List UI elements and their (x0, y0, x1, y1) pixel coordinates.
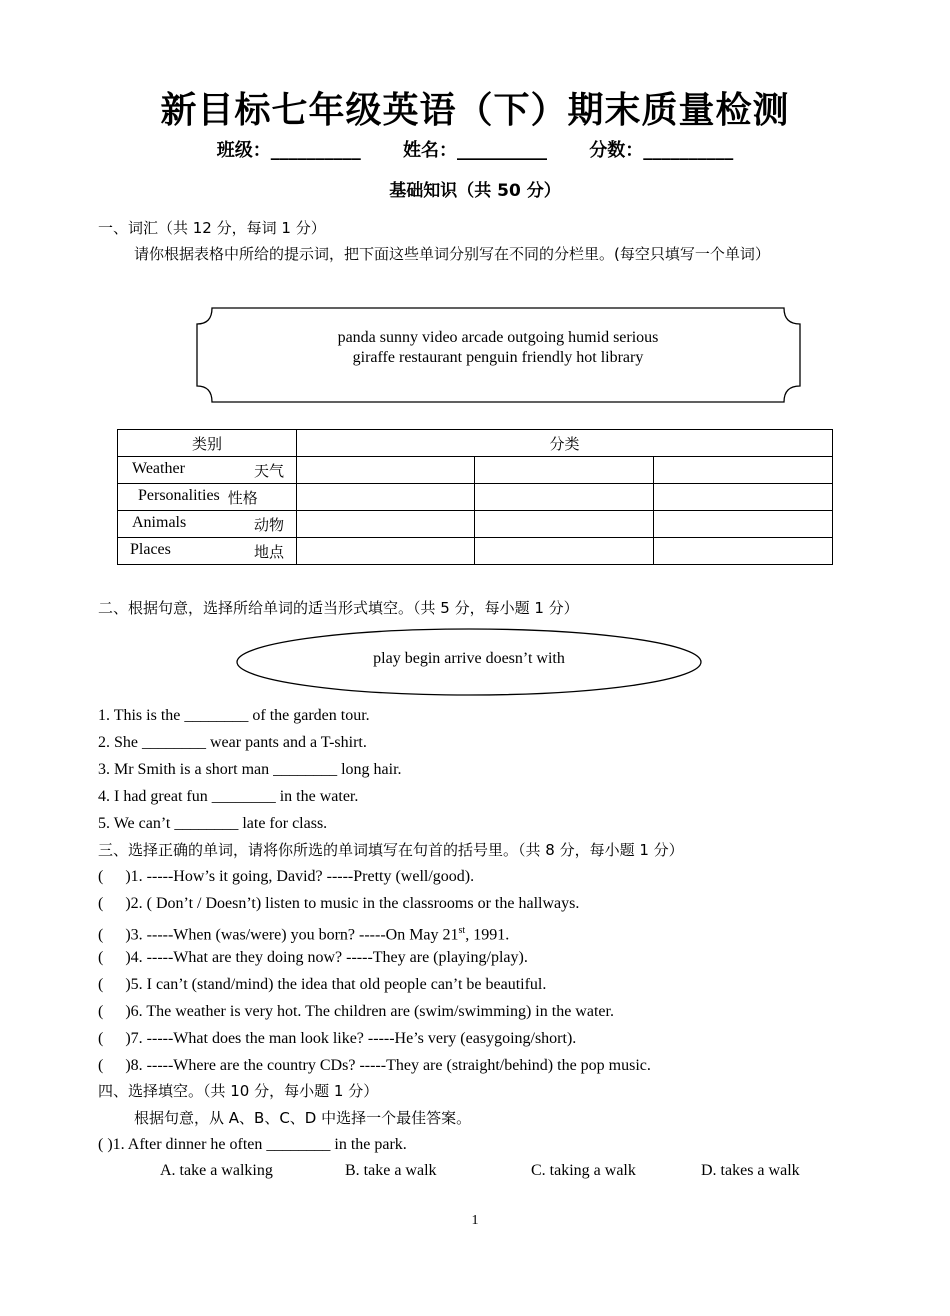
row-label-cn: 天气 (253, 461, 284, 480)
name-blank: __________ (457, 140, 547, 161)
table-row (118, 484, 833, 511)
answer-cell[interactable] (475, 511, 653, 538)
answer-cell[interactable] (653, 484, 832, 511)
row-label-cn: 动物 (253, 515, 284, 534)
score-label: 分数： (589, 140, 644, 161)
category-table (117, 429, 833, 565)
part3-item-6: ( )6. The weather is very hot. The children are (swim/swimming) in the water. (98, 1003, 614, 1020)
part3-item-1: ( )1. -----How’s it going, David? -----Pretty (well/good). (98, 868, 475, 885)
header-classify: 分类 (297, 430, 833, 457)
score-blank: __________ (643, 140, 734, 161)
answer-cell[interactable] (297, 484, 475, 511)
part3-item-3: ( )3. -----When (was/were) you born? -----On May 21st, 1991. (98, 925, 510, 944)
option-d: D. takes a walk (701, 1162, 800, 1179)
option-a: A. take a walking (160, 1162, 273, 1179)
class-label: 班级： (216, 140, 271, 161)
part2-item-5: 5. We can’t ________ late for class. (98, 815, 328, 832)
student-info (0, 136, 950, 162)
part1-instruction: 请你根据表格中所给的提示词，把下面这些单词分别写在不同的分栏里。(每空只填写一个单词） (134, 245, 770, 263)
answer-cell[interactable] (475, 457, 653, 484)
answer-cell[interactable] (653, 538, 832, 565)
answer-cell[interactable] (653, 457, 832, 484)
part2-item-1: 1. This is the ________ of the garden tour. (98, 707, 370, 724)
page-title: 新目标七年级英语（下）期末质量检测 (160, 90, 790, 131)
word-ellipse-text: play begin arrive doesn’t with (373, 650, 565, 667)
part2-item-2: 2. She ________ wear pants and a T-shirt. (98, 734, 367, 751)
answer-cell[interactable] (297, 457, 475, 484)
answer-cell[interactable] (653, 511, 832, 538)
header-category: 类别 (118, 430, 297, 457)
part4-question-1: ( )1. After dinner he often ________ in the park. (98, 1136, 407, 1153)
part2-item-3: 3. Mr Smith is a short man ________ long hair. (98, 761, 402, 778)
part4-instruction: 根据句意，从 A、B、C、D 中选择一个最佳答案。 (134, 1109, 472, 1127)
option-b: B. take a walk (345, 1162, 437, 1179)
page-number: 1 (471, 1213, 479, 1228)
part3-item-5: ( )5. I can’t (stand/mind) the idea that old people can’t be beautiful. (98, 976, 547, 993)
part3-item-2: ( )2. ( Don’t / Doesn’t) listen to music in the classrooms or the hallways. (98, 895, 580, 912)
row-label-en: Personalities (138, 486, 220, 504)
row-label-en: Places (130, 540, 171, 558)
row-label-cn: 地点 (253, 542, 284, 561)
part3-item-8: ( )8. -----Where are the country CDs? -----They are (straight/behind) the pop music. (98, 1057, 651, 1074)
word-box-line2: giraffe restaurant penguin friendly hot library (352, 349, 644, 366)
table-row (118, 457, 833, 484)
answer-cell[interactable] (297, 538, 475, 565)
basic-section-title: 基础知识（共 50 分） (389, 181, 561, 201)
row-label-en: Animals (132, 513, 187, 531)
answer-cell[interactable] (297, 511, 475, 538)
part4-heading: 四、选择填空。（共 10 分，每小题 1 分） (98, 1082, 379, 1100)
name-label: 姓名： (403, 140, 457, 161)
row-label-cn: 性格 (227, 488, 258, 507)
table-row (118, 511, 833, 538)
table-header-row (118, 430, 833, 457)
part2-heading: 二、根据句意，选择所给单词的适当形式填空。（共 5 分，每小题 1 分） (98, 599, 579, 617)
part2-item-4: 4. I had great fun ________ in the water. (98, 788, 359, 805)
part3-heading: 三、选择正确的单词，请将你所选的单词填写在句首的括号里。（共 8 分，每小题 1 分） (98, 841, 684, 859)
answer-cell[interactable] (475, 484, 653, 511)
part3-item-4: ( )4. -----What are they doing now? -----They are (playing/play). (98, 949, 528, 966)
part1-heading: 一、词汇（共 12 分，每词 1 分） (98, 219, 326, 237)
answer-cell[interactable] (475, 538, 653, 565)
option-c: C. taking a walk (531, 1162, 636, 1179)
word-box-line1: panda sunny video arcade outgoing humid serious (337, 329, 659, 346)
table-row (118, 538, 833, 565)
class-blank: __________ (270, 140, 361, 161)
ordinal-suffix: st (458, 925, 466, 936)
row-label-en: Weather (132, 459, 185, 477)
part3-item-7: ( )7. -----What does the man look like? -----He’s very (easygoing/short). (98, 1030, 577, 1047)
